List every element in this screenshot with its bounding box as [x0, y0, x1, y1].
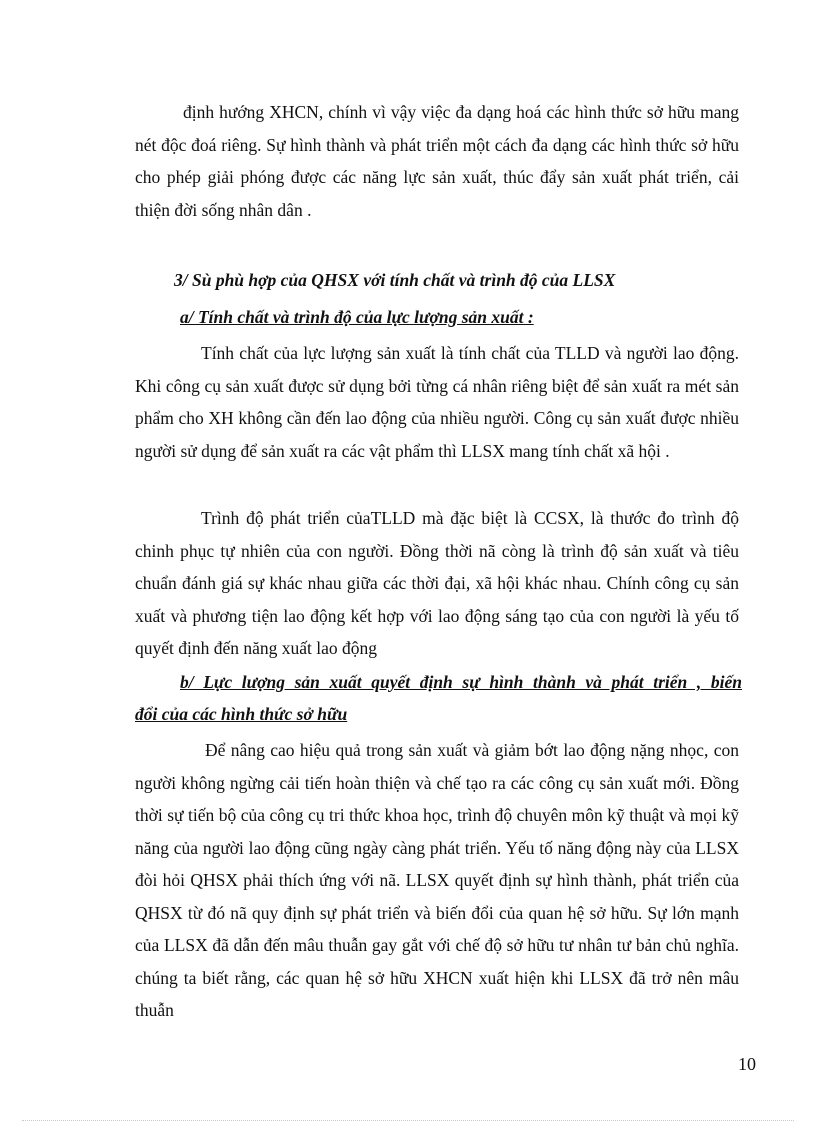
subheading-b-line2: đổi của các hình thức sở hữu [135, 704, 348, 724]
paragraph-ownership-diversification: định hướng XHCN, chính vì vậy việc đa dạng hoá các hình thức sở hữu mang nét độc đoá riêng. Sự hình thành và phát triển một cách đa dạng các hình thức sở hữu cho phép giải phóng được các năng lực sản xuất, thúc đẩy sản xuất phát triển, cải thiện đời sống nhân dân . [135, 102, 739, 220]
paragraph-nature-of-productive-forces: Tính chất của lực lượng sản xuất là tính chất của TLLD và người lao động. Khi công cụ sản xuất được sử dụng bởi từng cá nhân riêng biệt để sản xuất ra mét sản phẩm cho XH không cần đến lao động của nhiều người. Công cụ sản xuất được nhiều người sử dụng để sản xuất ra các vật phẩm thì LLSX mang tính chất xã hội . [135, 343, 739, 461]
footer-divider [22, 1120, 794, 1121]
subheading-a: a/ Tính chất và trình độ của lực lượng sản xuất : [180, 307, 534, 327]
paragraph-level-of-development: Trình độ phát triển củaTLLD mà đặc biệt là CCSX, là thước đo trình độ chinh phục tự nhiên của con người. Đồng thời nã còng là trình độ sản xuất và tiêu chuẩn đánh giá sự khác nhau giữa các thời đại, xã hội khác nhau. Chính công cụ sản xuất và phương tiện lao động kết hợp với lao động sáng tạo của con người là yếu tố quyết định đến năng xuất lao động [135, 508, 739, 658]
subheading-b-line1: b/ Lực lượng sản xuất quyết định sự hình thành và phát triển , biến [180, 672, 742, 692]
paragraph-productive-forces-determine-ownership: Để nâng cao hiệu quả trong sản xuất và giảm bớt lao động nặng nhọc, con người không ngừng cải tiến hoàn thiện và chế tạo ra các công cụ sản xuất mới. Đồng thời sự tiến bộ của công cụ tri thức khoa học, trình độ chuyên môn kỹ thuật và mọi kỹ năng của người lao động cũng ngày càng phát triển. Yếu tố năng động này của LLSX đòi hỏi QHSX phải thích ứng với nã. LLSX quyết định sự hình thành, phát triển của QHSX từ đó nã quy định sự phát triển và biến đổi của quan hệ sở hữu. Sự lớn mạnh của LLSX đã dẫn đến mâu thuẫn gay gắt với chế độ sở hữu tư nhân tư bản chủ nghĩa. chúng ta biết rằng, các quan hệ sở hữu XHCN xuất hiện khi LLSX đã trở nên mâu thuẫn [135, 740, 739, 1020]
page-number: 10 [738, 1054, 756, 1074]
section-heading-3: 3/ Sù phù hợp của QHSX với tính chất và trình độ của LLSX [174, 270, 616, 290]
